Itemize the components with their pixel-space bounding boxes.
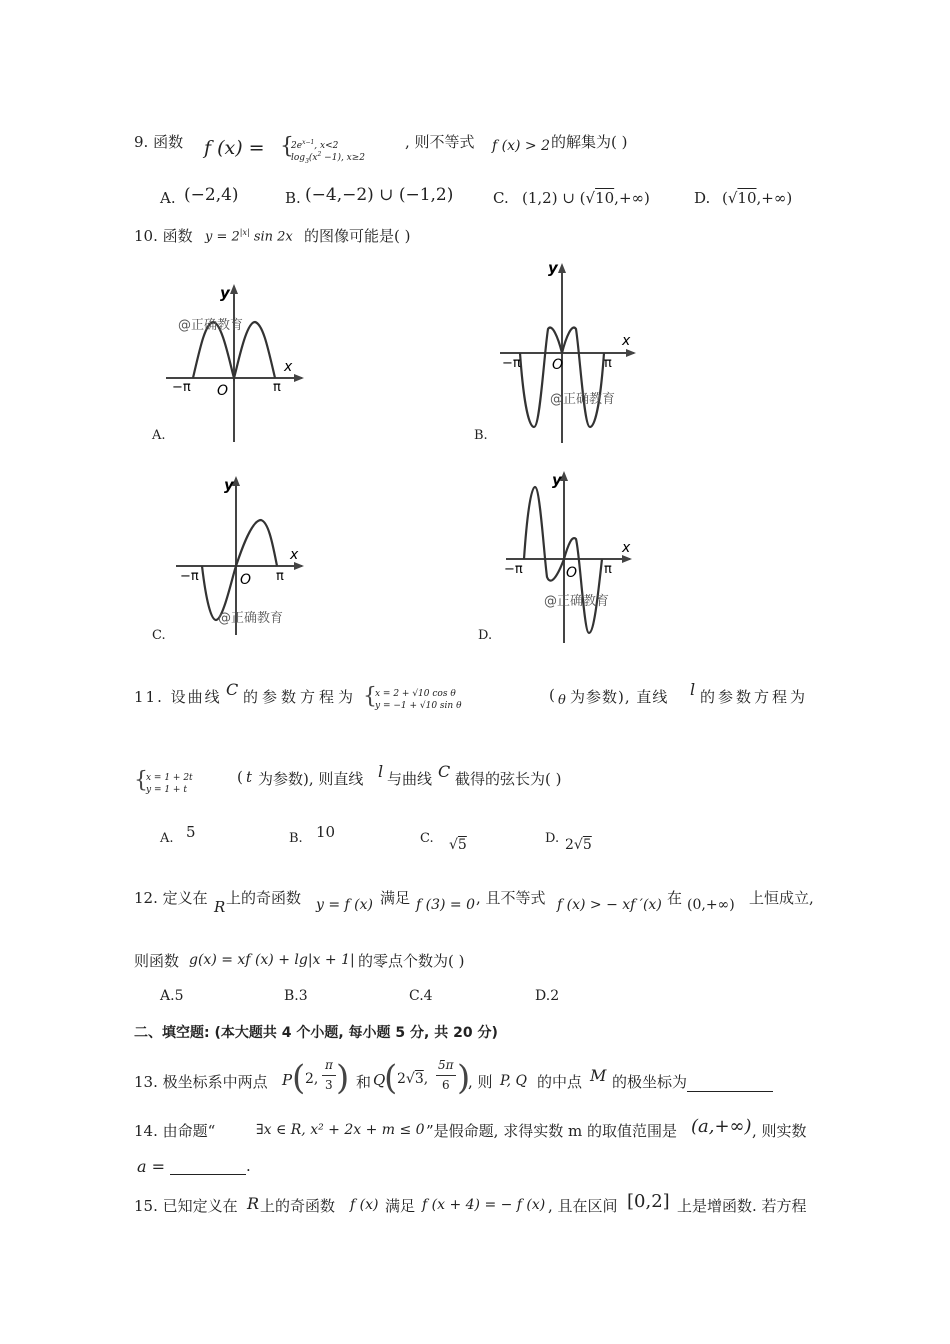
q9-piece2: $\log_3(x^2 -1)$, x≥2 xyxy=(291,151,366,165)
q12-option-c: C.4 xyxy=(409,988,433,1004)
q15-fx: f (x) xyxy=(350,1197,379,1213)
graph-b-x-arrow xyxy=(626,349,636,357)
graph-c-x-label: x xyxy=(290,547,299,563)
section2-title: 二、填空题: (本大题共 4 个小题, 每小题 5 分, 共 20 分) xyxy=(134,1025,498,1041)
q15-c: 满足 xyxy=(385,1197,416,1215)
q11-curve-c: C xyxy=(226,680,239,699)
q13-q-close: ) xyxy=(457,1058,471,1098)
q15-e: 上是增函数. 若方程 xyxy=(677,1197,807,1215)
q12-line2-a: 则函数 xyxy=(134,952,180,970)
q11-lparam1: x = 1 + 2t xyxy=(146,773,193,783)
graph-d-pi: π xyxy=(604,562,612,577)
q11-line2-b: 为参数), 则直线 xyxy=(258,770,364,788)
q13-q-frac-bar xyxy=(436,1075,456,1076)
graph-c-origin: O xyxy=(240,572,252,588)
q11-t: t xyxy=(246,768,253,786)
q9-func-lhs: f (x) = xyxy=(204,137,265,159)
q12-b: 上的奇函数 xyxy=(226,889,302,907)
graph-a-pi: π xyxy=(273,380,281,395)
q13-answer-blank[interactable] xyxy=(687,1077,773,1092)
graph-c-watermark: @正确教育 xyxy=(218,611,284,626)
q13-P: P xyxy=(282,1071,293,1089)
q14-blank-wrap: . xyxy=(170,1157,251,1175)
q14-answer-blank[interactable] xyxy=(170,1158,246,1175)
q15-d: , 且在区间 xyxy=(548,1197,618,1215)
q13-p-den: 3 xyxy=(325,1078,333,1092)
q11-option-d: D. xyxy=(545,831,560,846)
q13-a: 13. 极坐标系中两点 xyxy=(134,1073,268,1091)
q11-line2-d: 截得的弦长为( ) xyxy=(455,770,562,788)
q9-option-d-text: (√10,+∞) xyxy=(722,189,793,207)
q9-option-b: B. xyxy=(285,189,301,207)
q11-paren: ( xyxy=(549,686,555,704)
graph-b-y-label: y xyxy=(548,259,558,277)
q12-e: 在 xyxy=(667,889,683,907)
q12-f4: (0,+∞) xyxy=(687,897,735,913)
q9-mid: , 则不等式 xyxy=(405,133,475,151)
q14-line2: a = xyxy=(137,1157,166,1176)
graph-b-x-label: x xyxy=(622,333,631,349)
graph-a-origin: O xyxy=(217,383,229,399)
q9-suffix: 的解集为( ) xyxy=(551,133,628,151)
q13-p-frac-bar xyxy=(322,1075,336,1076)
q9-piece1: $2e^{x-1}$, x<2 xyxy=(291,139,339,151)
q13-p-open: ( xyxy=(292,1058,306,1098)
q11-option-d-text: 2√5 xyxy=(565,837,592,853)
q13-c: 的中点 xyxy=(537,1073,583,1091)
q12-f: 上恒成立, xyxy=(749,889,814,907)
q15-eq: f (x + 4) = − f (x) xyxy=(422,1197,546,1213)
graph-d-neg-pi: −π xyxy=(504,562,523,577)
graph-a-y-label: y xyxy=(220,284,230,302)
q11-lparam2: y = 1 + t xyxy=(146,785,187,795)
q10-graph-b xyxy=(492,255,647,450)
graph-b-pi: π xyxy=(604,356,612,371)
q14-c: , 则实数 xyxy=(752,1122,807,1140)
q10-graph-d xyxy=(498,465,648,645)
q13-p-close: ) xyxy=(336,1058,350,1098)
q12-line2-b: 的零点个数为( ) xyxy=(358,952,465,970)
graph-c-y-label: y xyxy=(224,476,234,494)
graph-a-y-arrow xyxy=(230,284,238,294)
q10-graph-a xyxy=(160,278,310,448)
q15-a: 15. 已知定义在 xyxy=(134,1197,238,1215)
graph-c-x-arrow xyxy=(294,562,304,570)
q12-a: 12. 定义在 xyxy=(134,889,208,907)
q11-line1-b: 的参数方程为 xyxy=(243,688,358,706)
graph-a-x-label: x xyxy=(284,359,293,375)
q9-option-b-text: (−4,−2) ∪ (−1,2) xyxy=(305,185,454,205)
graph-b-watermark: @正确教育 xyxy=(550,392,616,407)
q11-option-a-text: 5 xyxy=(186,823,196,841)
graph-d-y-label: y xyxy=(552,471,562,489)
graph-a-neg-pi: −π xyxy=(172,380,191,395)
q12-R: R xyxy=(214,898,226,916)
q11-brace2: { xyxy=(134,768,148,793)
graph-d-x-arrow xyxy=(622,555,632,563)
q13-and: 和 xyxy=(356,1073,372,1091)
q12-d: , 且不等式 xyxy=(476,889,546,907)
q9-option-a: A. xyxy=(160,189,176,207)
q14-a: 14. 由命题“ xyxy=(134,1122,216,1140)
graph-b-y-arrow xyxy=(558,263,566,273)
graph-d-origin: O xyxy=(566,565,578,581)
q11-brace1: { xyxy=(363,684,377,709)
q10-graph-d-label: D. xyxy=(478,628,493,643)
graph-a-watermark: @正确教育 xyxy=(178,318,244,333)
q13-q-root: 2√3, xyxy=(397,1071,429,1087)
q13-M: M xyxy=(590,1066,607,1085)
q11-line1-c: 为参数), 直线 xyxy=(570,688,669,706)
q10-graph-b-label: B. xyxy=(474,428,488,443)
q11-option-c-text: √5 xyxy=(449,837,467,853)
q13-Q: Q xyxy=(373,1071,386,1089)
q13-p-val: 2, xyxy=(305,1071,319,1087)
q13-q-den: 6 xyxy=(442,1078,450,1092)
q12-f2: f (3) = 0 xyxy=(416,897,476,913)
q15-interval: [0,2] xyxy=(627,1191,670,1212)
q11-line-l-2: l xyxy=(378,762,384,781)
q10-formula: $y = 2^{|x|}$ sin 2x xyxy=(205,228,293,245)
q11-curve-c-2: C xyxy=(438,762,451,781)
q9-brace: { xyxy=(280,134,294,159)
q12-option-a: A.5 xyxy=(160,988,184,1004)
graph-d-x-label: x xyxy=(622,540,631,556)
q13-q-num: 5π xyxy=(438,1058,454,1072)
q11-paren2: ( xyxy=(237,768,243,786)
graph-b-neg-pi: −π xyxy=(502,356,521,371)
graph-a-x-arrow xyxy=(294,374,304,382)
graph-b-origin: O xyxy=(552,357,564,373)
q13-b: , 则 xyxy=(468,1073,493,1091)
q9-option-c: C. xyxy=(493,189,509,207)
q14-expr: ∃x ∈ R, x² + 2x + m ≤ 0 xyxy=(256,1122,425,1138)
q11-param1: x = 2 + √10 cos θ xyxy=(375,689,456,699)
q12-f3: f (x) > − xf ′(x) xyxy=(557,897,662,913)
q13-PQ: P, Q xyxy=(500,1073,527,1089)
q11-option-a: A. xyxy=(160,831,174,846)
graph-c-neg-pi: −π xyxy=(180,569,199,584)
q9-option-a-text: (−2,4) xyxy=(184,185,239,205)
q10-stem: 10. 函数 xyxy=(134,227,193,245)
q9-stem: 9. 函数 xyxy=(134,133,184,151)
q10-graph-c xyxy=(170,470,320,640)
q14-b: ”是假命题, 求得实数 m 的取值范围是 xyxy=(426,1122,677,1140)
q9-option-d: D. xyxy=(694,189,711,207)
q14-range: (a,+∞) xyxy=(691,1116,752,1137)
q12-g: g(x) = xf (x) + lg|x + 1| xyxy=(189,952,355,968)
q13-q-open: ( xyxy=(384,1058,398,1098)
q10-graph-c-label: C. xyxy=(152,628,166,643)
q12-option-b: B.3 xyxy=(284,988,308,1004)
q9-inequality: f (x) > 2 xyxy=(492,138,550,154)
q11-option-b: B. xyxy=(289,831,303,846)
q15-R: R xyxy=(247,1194,260,1213)
q11-option-c: C. xyxy=(420,831,434,846)
q13-d: 的极坐标为 xyxy=(612,1071,773,1092)
q11-line2-c: 与曲线 xyxy=(387,770,433,788)
q13-p-num: π xyxy=(325,1058,333,1072)
graph-d-watermark: @正确教育 xyxy=(544,594,610,609)
q10-suffix: 的图像可能是( ) xyxy=(304,227,411,245)
q11-option-b-text: 10 xyxy=(316,823,336,841)
graph-c-pi: π xyxy=(276,569,284,584)
q12-f1: y = f (x) xyxy=(316,897,373,913)
q11-param2: y = −1 + √10 sin θ xyxy=(375,701,462,711)
q15-b: 上的奇函数 xyxy=(260,1197,336,1215)
q9-option-c-text: (1,2) ∪ (√10,+∞) xyxy=(522,189,650,207)
q11-line1-d: 的参数方程为 xyxy=(700,688,809,706)
graph-c-curve xyxy=(202,520,277,620)
q12-c: 满足 xyxy=(380,889,411,907)
q11-line-l: l xyxy=(690,680,696,699)
q11-line1-a: 11. 设曲线 xyxy=(134,688,222,706)
q10-graph-a-label: A. xyxy=(152,428,166,443)
q11-theta: θ xyxy=(558,693,566,708)
q12-option-d: D.2 xyxy=(535,988,560,1004)
